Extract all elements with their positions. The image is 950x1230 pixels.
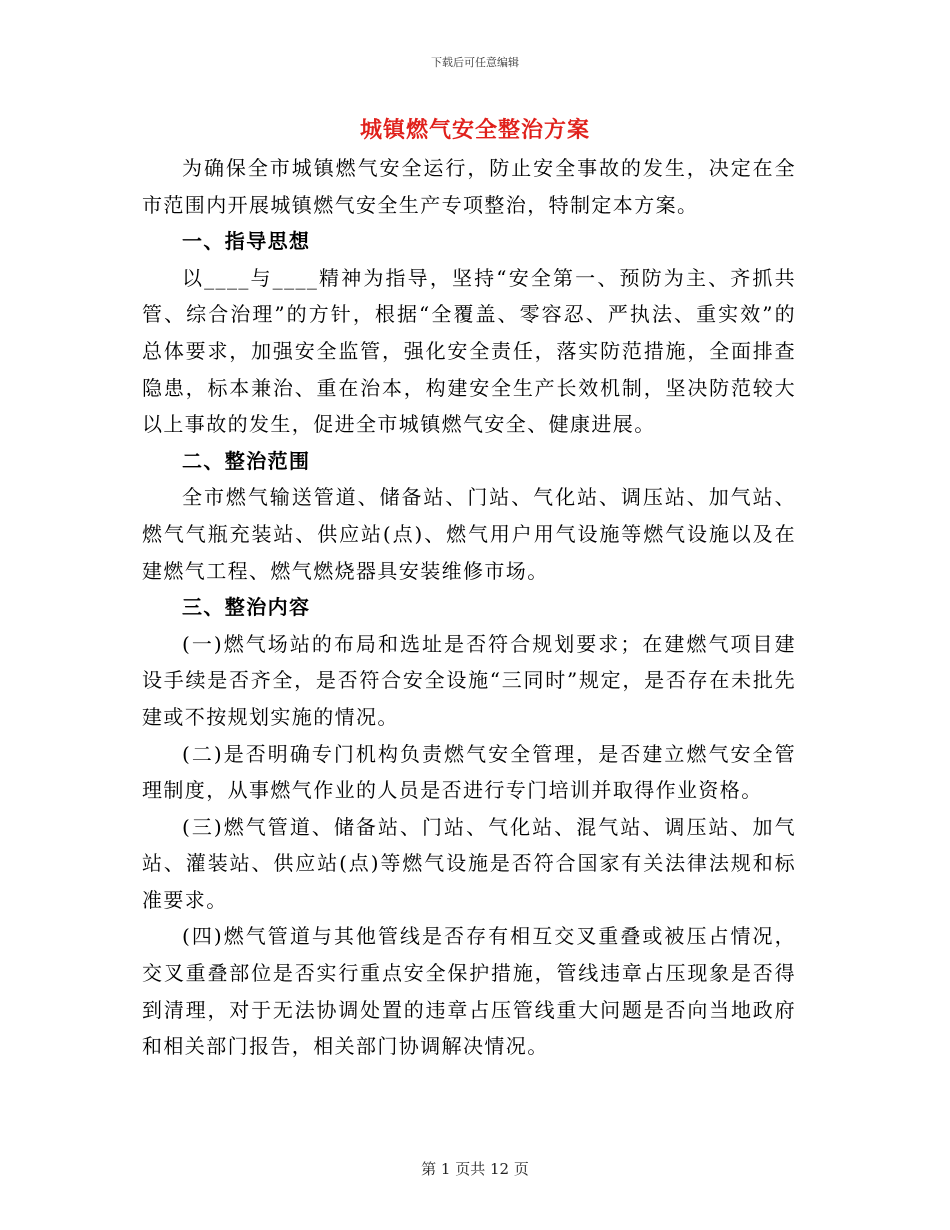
document-title: 城镇燃气安全整治方案 (359, 117, 590, 143)
content-item-2: (二)是否明确专门机构负责燃气安全管理，是否建立燃气安全管理制度，从事燃气作业的人员是否进行专门培训并取得作业资格。 (142, 741, 796, 803)
page-header-note: 下载后可任意编辑 (431, 56, 519, 69)
intro-paragraph: 为确保全市城镇燃气安全运行，防止安全事故的发生，决定在全市范围内开展城镇燃气安全生产专项整治，特制定本方案。 (142, 156, 796, 217)
page-footer: 第 1 页共 12 页 (421, 1160, 529, 1178)
section-heading-guiding-ideology: 一、指导思想 (182, 229, 311, 254)
scope-paragraph: 全市燃气输送管道、储备站、门站、气化站、调压站、加气站、燃气气瓶充装站、供应站(点)、燃气用户用气设施等燃气设施以及在建燃气工程、燃气燃烧器具安装维修市场。 (142, 485, 796, 583)
section-heading-scope: 二、整治范围 (182, 448, 311, 473)
guiding-ideology-paragraph: 以____与____精神为指导，坚持“安全第一、预防为主、齐抓共管、综合治理”的方针，根据“全覆盖、零容忍、严执法、重实效”的总体要求，加强安全监管，强化安全责任，落实防范措施，全面排查隐患，标本兼治、重在治本，构建安全生产长效机制，坚决防范较大以上事故的发生，促进全市城镇燃气安全、健康进展。 (142, 265, 796, 437)
content-item-3: (三)燃气管道、储备站、门站、气化站、混气站、调压站、加气站、灌装站、供应站(点)等燃气设施是否符合国家有关法律法规和标准要求。 (142, 814, 796, 912)
document-body (142, 150, 796, 1065)
section-heading-content: 三、整治内容 (182, 595, 311, 620)
content-item-4: (四)燃气管道与其他管线是否存有相互交叉重叠或被压占情况，交叉重叠部位是否实行重点安全保护措施，管线违章占压现象是否得到清理，对于无法协调处置的违章占压管线重大问题是否向当地政府和相关部门报告，相关部门协调解决情况。 (142, 924, 796, 1059)
content-item-1: (一)燃气场站的布局和选址是否符合规划要求；在建燃气项目建设手续是否齐全，是否符合安全设施“三同时”规定，是否存在未批先建或不按规划实施的情况。 (142, 631, 796, 729)
